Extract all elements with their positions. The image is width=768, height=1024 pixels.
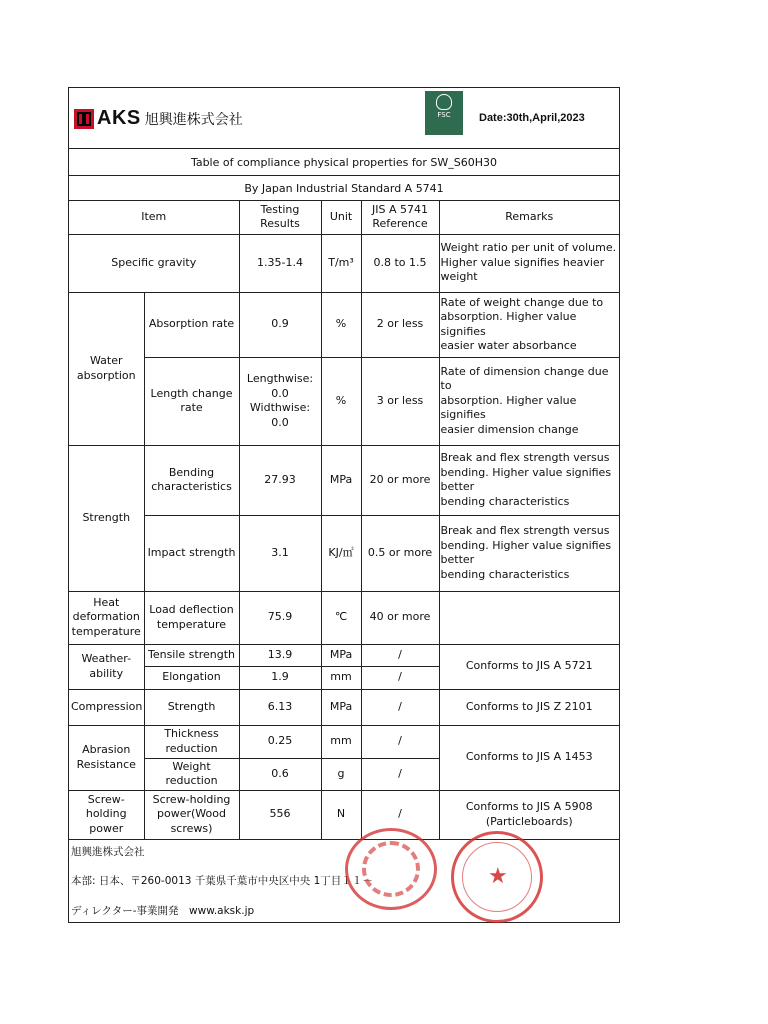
table-row: [69, 790, 619, 839]
item-bending: Bending characteristics: [144, 445, 239, 515]
company-round-seal-stamp: [451, 831, 543, 923]
result-tensile-strength: 13.9: [239, 644, 321, 666]
item-weight-reduction: Weight reduction: [144, 758, 239, 790]
item-elongation: Elongation: [144, 666, 239, 689]
unit-weight-reduction: g: [321, 758, 361, 790]
result-length-change: Lengthwise: 0.0 Widthwise: 0.0: [239, 357, 321, 445]
result-weight-reduction: 0.6: [239, 758, 321, 790]
ref-elongation: /: [361, 666, 439, 689]
remark-specific-gravity: Weight ratio per unit of volume. Higher value signifies heavier weight: [439, 234, 619, 292]
standard-row: [69, 176, 619, 201]
item-thickness-reduction: Thickness reduction: [144, 725, 239, 758]
table-row: [69, 644, 619, 666]
remark-load-deflection: [439, 591, 619, 644]
unit-absorption-rate: %: [321, 292, 361, 357]
item-length-change: Length change rate: [144, 357, 239, 445]
remark-length-change: Rate of dimension change due to absorption. Higher value signifies easier dimension change: [439, 357, 619, 445]
table-title-row: [69, 149, 619, 176]
star-icon: ★: [488, 864, 508, 889]
table-row: [69, 725, 619, 758]
group-screw-holding: Screw- holding power: [69, 790, 144, 839]
item-compression-strength: Strength: [144, 689, 239, 725]
ref-load-deflection: 40 or more: [361, 591, 439, 644]
table-title: Table of compliance physical properties for SW_S60H30: [190, 155, 498, 169]
company-name-jp: 旭興進株式会社: [144, 111, 243, 128]
result-compression-strength: 6.13: [239, 689, 321, 725]
result-bending: 27.93: [239, 445, 321, 515]
item-absorption-rate: Absorption rate: [144, 292, 239, 357]
header-testing-results: Testing Results: [239, 201, 321, 234]
fsc-certification-mark: [425, 91, 465, 147]
table-header-row: [69, 201, 619, 234]
table-row: [69, 515, 619, 591]
unit-thickness-reduction: mm: [321, 725, 361, 758]
ref-bending: 20 or more: [361, 445, 439, 515]
logo-text: AKS: [97, 107, 141, 129]
remark-bending: Break and flex strength versus bending. Higher value signifies better bending characteristics: [439, 445, 619, 515]
ref-weight-reduction: /: [361, 758, 439, 790]
unit-bending: MPa: [321, 445, 361, 515]
properties-table: [69, 201, 619, 840]
unit-specific-gravity: T/m³: [321, 234, 361, 292]
group-compression: Compression: [69, 689, 144, 725]
result-thickness-reduction: 0.25: [239, 725, 321, 758]
table-row: [69, 234, 619, 292]
header-remarks: Remarks: [439, 201, 619, 234]
aks-logo-icon: [74, 109, 94, 129]
footer-address: 本部: 日本、〒260-0013 千葉県千葉市中央区中央 1丁目１１－: [71, 875, 373, 887]
ref-tensile-strength: /: [361, 644, 439, 666]
ref-absorption-rate: 2 or less: [361, 292, 439, 357]
table-row: [69, 357, 619, 445]
item-impact: Impact strength: [144, 515, 239, 591]
fsc-tree-icon: [436, 94, 452, 110]
ref-specific-gravity: 0.8 to 1.5: [361, 234, 439, 292]
table-row: [69, 292, 619, 357]
unit-screw-holding-power: N: [321, 790, 361, 839]
unit-tensile-strength: MPa: [321, 644, 361, 666]
result-screw-holding-power: 556: [239, 790, 321, 839]
table-row: [69, 445, 619, 515]
header-item: Item: [69, 201, 239, 234]
result-absorption-rate: 0.9: [239, 292, 321, 357]
standard-title: By Japan Industrial Standard A 5741: [244, 181, 444, 195]
ref-screw-holding-power: /: [361, 790, 439, 839]
result-load-deflection: 75.9: [239, 591, 321, 644]
compliance-document: [68, 87, 620, 923]
unit-elongation: mm: [321, 666, 361, 689]
header-reference: JIS A 5741 Reference: [361, 201, 439, 234]
remark-weatherability: Conforms to JIS A 5721: [439, 644, 619, 689]
result-impact: 3.1: [239, 515, 321, 591]
remark-abrasion: Conforms to JIS A 1453: [439, 725, 619, 790]
table-row: [69, 689, 619, 725]
item-specific-gravity: Specific gravity: [69, 234, 239, 292]
unit-compression-strength: MPa: [321, 689, 361, 725]
ref-compression-strength: /: [361, 689, 439, 725]
group-abrasion-resistance: Abrasion Resistance: [69, 725, 144, 790]
footer-company: 旭興進株式会社: [71, 846, 145, 858]
unit-length-change: %: [321, 357, 361, 445]
remark-impact: Break and flex strength versus bending. Higher value signifies better bending characteristics: [439, 515, 619, 591]
ref-impact: 0.5 or more: [361, 515, 439, 591]
header-unit: Unit: [321, 201, 361, 234]
item-tensile-strength: Tensile strength: [144, 644, 239, 666]
result-specific-gravity: 1.35-1.4: [239, 234, 321, 292]
remark-absorption-rate: Rate of weight change due to absorption. Higher value signifies easier water absorbance: [439, 292, 619, 357]
ref-length-change: 3 or less: [361, 357, 439, 445]
unit-load-deflection: ℃: [321, 591, 361, 644]
group-water-absorption: Water absorption: [69, 292, 144, 445]
result-elongation: 1.9: [239, 666, 321, 689]
footer-director: ディレクター-事業開発 www.aksk.jp: [71, 905, 255, 917]
company-seal-stamp: [345, 828, 437, 910]
item-load-deflection: Load deflection temperature: [144, 591, 239, 644]
table-row: [69, 591, 619, 644]
remark-compression: Conforms to JIS Z 2101: [439, 689, 619, 725]
item-screw-holding-power: Screw-holding power(Wood screws): [144, 790, 239, 839]
unit-impact: KJ/㎡: [321, 515, 361, 591]
company-logo: [74, 107, 243, 130]
group-heat-deformation: Heat deformation temperature: [69, 591, 144, 644]
fsc-label: FSC: [437, 111, 451, 119]
remark-screw-holding: Conforms to JIS A 5908 (Particleboards): [439, 790, 619, 839]
group-strength: Strength: [69, 445, 144, 591]
group-weatherability: Weather- ability: [69, 644, 144, 689]
document-header: [69, 88, 619, 149]
document-date: Date:30th,April,2023: [479, 112, 585, 124]
ref-thickness-reduction: /: [361, 725, 439, 758]
